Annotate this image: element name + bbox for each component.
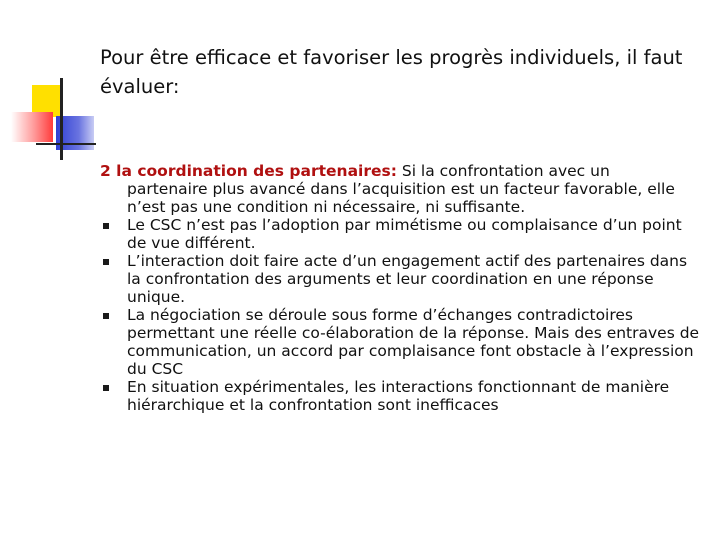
vertical-rule [60, 78, 63, 160]
bullet-text: Le CSC n’est pas l’adoption par mimétisme ou complaisance d’un point de vue différent. [127, 216, 682, 252]
lead-continuation: partenaire plus avancé dans l’acquisition est un facteur favorable, elle n’est pas une condition ni nécessaire, ni suffisante. [127, 180, 675, 216]
bullet-text: L’interaction doit faire acte d’un engagement actif des partenaires dans la confrontation des arguments et leur coordination en une réponse unique. [127, 252, 688, 306]
square-bullet-icon [103, 313, 109, 319]
bullet-text: En situation expérimentales, les interactions fonctionnant de manière hiérarchique et la confrontation sont inefficaces [127, 378, 670, 414]
bullet-list [100, 216, 700, 414]
bullet-text: La négociation se déroule sous forme d’échanges contradictoires permettant une réelle co-élaboration de la réponse. Mais des entraves de communication, un accord par complaisance font obstacle à l’expression du CSC [127, 306, 700, 378]
bullet-item [100, 252, 700, 306]
horizontal-rule [36, 143, 96, 145]
lead-first-line: Si la confrontation avec un [396, 162, 610, 180]
square-bullet-icon [103, 259, 109, 265]
bullet-item [100, 306, 700, 378]
bullet-item [100, 378, 700, 414]
slide-body [100, 162, 700, 414]
slide-title: Pour être efficace et favoriser les progrès individuels, il faut évaluer: [100, 46, 683, 98]
lead-heading: 2 la coordination des partenaires: [100, 162, 397, 180]
square-bullet-icon [103, 223, 109, 229]
square-bullet-icon [103, 385, 109, 391]
lead-paragraph [100, 162, 700, 180]
bullet-item [100, 216, 700, 252]
red-gradient-bar [11, 112, 53, 142]
